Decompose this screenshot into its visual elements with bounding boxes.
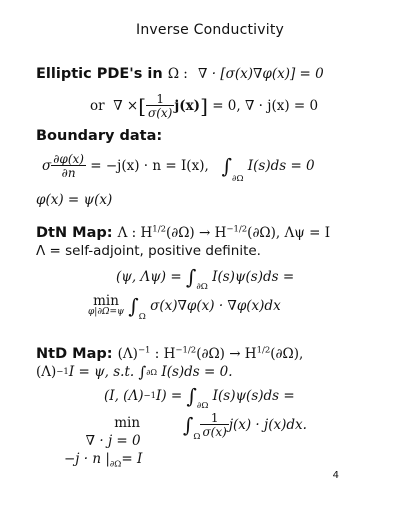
fraction-denominator (146, 106, 174, 119)
ntd-inverse-sigma-fraction (200, 412, 228, 438)
left-bracket: [ (138, 94, 147, 118)
dn-text: ∂n (61, 166, 76, 180)
ntd-neg-half-exponent: −1/2 (175, 345, 197, 356)
dtn-min-line (88, 290, 281, 322)
j-x-text: j(x) (174, 98, 201, 114)
ntd-map-line (36, 343, 303, 362)
integral-sign: ∫ (183, 413, 194, 437)
dtn-map-line (36, 222, 330, 241)
ntd-energy-tail: j(x) · j(x)dx. (228, 417, 307, 433)
ntd-inverse-line (36, 363, 233, 381)
sigma-symbol: σ (42, 158, 52, 174)
dtn-map-text: Λ : H (117, 225, 153, 241)
dtn-neg-half-exponent: −1/2 (226, 224, 248, 235)
ntd-inner-rest: I) = (156, 388, 183, 404)
dtn-min-operator (88, 294, 124, 319)
right-bracket: ] (200, 94, 208, 118)
ntd-min-constraints (64, 414, 142, 472)
ntd-map-label: NtD Map: (36, 346, 113, 362)
boundary-rhs: = −j(x) · n = I(x), (90, 158, 209, 174)
fraction-numerator: 1 (200, 412, 228, 425)
ntd-inner-text: (I, (Λ) (104, 388, 144, 404)
flux-constraint-text: −j · n | (64, 451, 110, 468)
sigma-x-text: σ(x) (202, 425, 227, 439)
ntd-condition: I(s)ds = 0. (161, 364, 233, 380)
ntd-neg-one-exponent: −1 (137, 345, 151, 356)
fraction-denominator (200, 425, 228, 438)
omega-symbol: Ω : (167, 66, 188, 82)
dtn-min-subscript-text: φ|∂Ω=ψ (88, 307, 125, 318)
ntd-inner-integral: I(s)ψ(s)ds = (212, 388, 295, 404)
integral-sign: ∫ (185, 265, 197, 289)
dphi-text: ∂φ(x) (53, 152, 84, 166)
integral-domain: ∂Ω (232, 174, 244, 184)
dtn-inner-product-line (116, 262, 294, 292)
boundary-equation-line (42, 148, 315, 184)
ntd-domain-text: (∂Ω) → H (196, 346, 257, 362)
div-free-constraint-text: ∇ · j = 0 (85, 433, 141, 450)
slide-title: Inverse Conductivity (136, 22, 285, 38)
div-free-constraint (64, 432, 142, 450)
integral-sign: ∫ (138, 363, 147, 381)
dtn-energy-integrand: σ(x)∇φ(x) · ∇φ(x)dx (150, 298, 281, 314)
flux-constraint-sub: ∂Ω (109, 460, 122, 471)
dtn-min-subscript (88, 308, 124, 318)
dtn-codomain-text: (∂Ω), Λψ = I (247, 225, 331, 241)
ntd-map-definition (118, 346, 304, 362)
boundary-data-label: Boundary data: (36, 128, 163, 144)
flux-constraint-tail: = I (121, 451, 143, 468)
inverse-sigma-fraction (146, 93, 174, 119)
integral-sign: ∫ (221, 154, 233, 178)
integral-domain: Ω (138, 312, 146, 322)
sigma-x-text: σ(x) (148, 106, 173, 120)
ntd-inner-product-line (104, 381, 295, 411)
dtn-inner-product: (ψ, Λψ) = (116, 269, 182, 285)
or-text: or (90, 98, 105, 114)
dtn-half-exponent: 1/2 (152, 224, 166, 235)
integral-domain: ∂Ω (146, 367, 158, 377)
fraction-numerator: 1 (146, 93, 174, 106)
ntd-inverse-lambda: (Λ) (36, 364, 57, 380)
dirichlet-condition (36, 192, 112, 208)
dtn-map-label: DtN Map: (36, 225, 113, 241)
normal-derivative-fraction (51, 153, 86, 179)
curl-equation-line (90, 89, 318, 123)
integral-domain: ∂Ω (196, 282, 208, 292)
integral-sign: ∫ (128, 294, 139, 318)
ntd-codomain-text: (∂Ω), (270, 346, 304, 362)
dphi-numerator (51, 153, 86, 166)
current-integral: I(s)ds = 0 (247, 158, 315, 174)
dtn-map-definition (118, 225, 330, 241)
integral-sign: ∫ (186, 384, 197, 408)
ntd-half-exponent: 1/2 (256, 345, 271, 356)
ntd-energy-line (183, 408, 307, 442)
dtn-properties: Λ = self-adjoint, positive definite. (36, 243, 261, 259)
page-number: 4 (332, 470, 339, 481)
dtn-inner-integral: I(s)ψ(s)ds = (212, 269, 295, 285)
elliptic-pde-label: Elliptic PDE's in (36, 66, 163, 82)
flux-constraint (64, 450, 142, 471)
curl-equation-tail: = 0, ∇ · j(x) = 0 (212, 98, 319, 114)
elliptic-equation-text: ∇ · [σ(x)∇φ(x)] = 0 (198, 66, 324, 82)
ntd-map-rest: : H (154, 346, 176, 362)
dirichlet-condition-text: φ(x) = ψ(x) (36, 192, 113, 208)
elliptic-equation (198, 66, 324, 82)
dn-denominator (51, 166, 86, 179)
j-x (174, 98, 200, 114)
ntd-inverse-rest: I = ψ, s.t. (68, 364, 135, 380)
integral-domain: ∂Ω (196, 401, 209, 411)
curl-operator: ∇ × (113, 98, 139, 114)
elliptic-pde-line (36, 63, 324, 82)
ntd-neg-one-exponent: −1 (143, 391, 156, 401)
integral-domain: Ω (193, 432, 201, 442)
ntd-map-text: (Λ) (117, 346, 138, 362)
dtn-domain-text: (∂Ω) → H (165, 225, 227, 241)
ntd-neg-one-exponent: −1 (56, 367, 69, 377)
min-text: min (114, 415, 141, 431)
min-text: min (93, 292, 119, 309)
